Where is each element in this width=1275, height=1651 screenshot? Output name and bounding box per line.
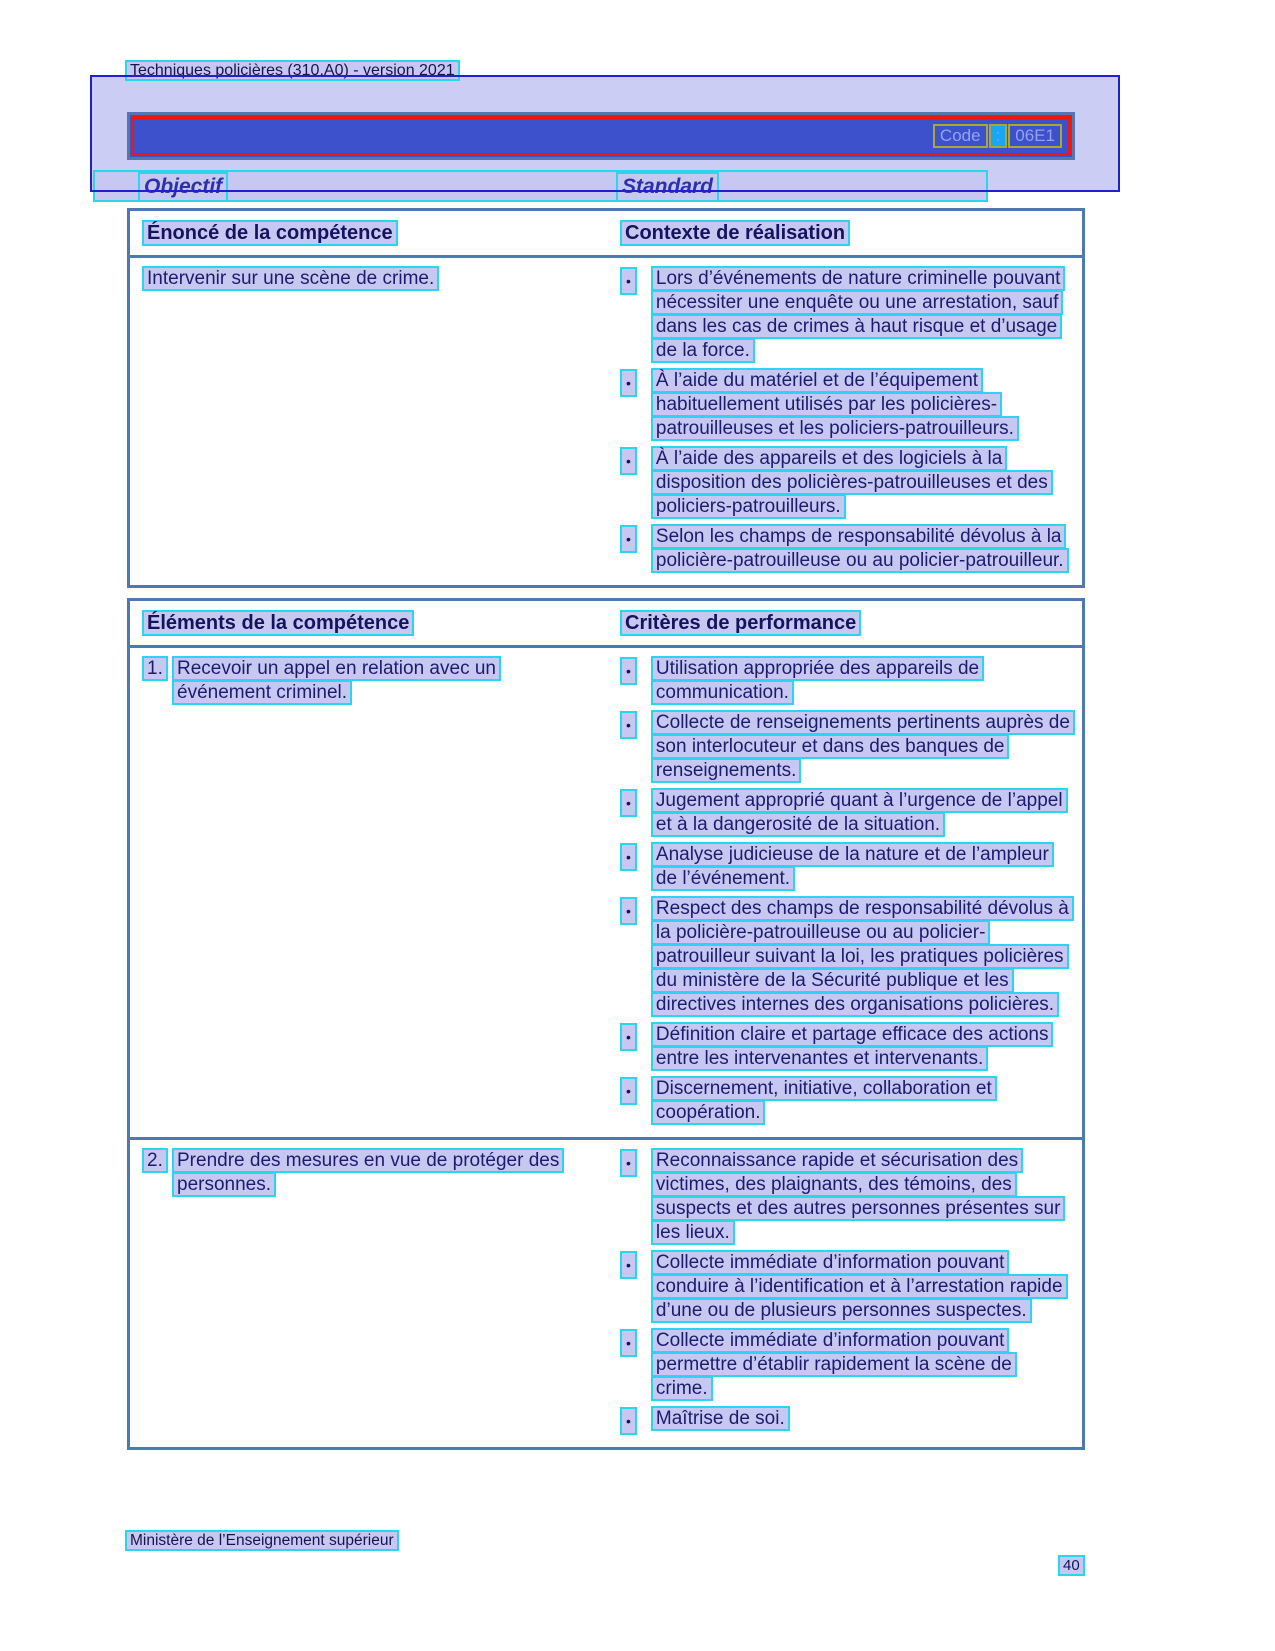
criteria-list	[620, 657, 1070, 1125]
code-value: 06E1	[1008, 124, 1062, 148]
bullet-text: Analyse judicieuse de la nature et de l’ampleur de l’événement.	[651, 843, 1070, 891]
list-item	[620, 657, 1070, 705]
bullet-icon: •	[620, 843, 637, 871]
document-content	[127, 208, 1085, 1450]
list-item	[620, 1251, 1070, 1323]
bullet-icon: •	[620, 267, 637, 295]
bullet-text: Lors d’événements de nature criminelle pouvant nécessiter une enquête ou une arrestation, sauf dans les cas de crimes à haut risque et d’usage de la force.	[651, 267, 1070, 363]
objectif-standard-band	[93, 170, 988, 202]
list-item	[620, 843, 1070, 891]
bullet-icon: •	[620, 657, 637, 685]
bullet-icon: •	[620, 447, 637, 475]
criteria-list	[620, 1149, 1070, 1435]
standard-label: Standard	[616, 172, 719, 202]
element-text: Recevoir un appel en relation avec un événement criminel.	[172, 657, 572, 705]
bullet-icon: •	[620, 711, 637, 739]
bullet-icon: •	[620, 1251, 637, 1279]
competency-statement: Intervenir sur une scène de crime.	[142, 267, 596, 291]
bullet-icon: •	[620, 1149, 637, 1177]
numbered-item	[142, 1149, 596, 1197]
code-label: Code	[933, 124, 988, 148]
table-elements-criteres	[127, 598, 1085, 1450]
bullet-text: Selon les champs de responsabilité dévolus à la policière-patrouilleuse ou au policier-patrouilleur.	[651, 525, 1070, 573]
bullet-text: Respect des champs de responsabilité dévolus à la policière-patrouilleuse ou au policier-patrouilleur suivant la loi, les pratiques policières du ministère de la Sécurité publique et les directives internes des organisations policières.	[651, 897, 1070, 1017]
criteres-header: Critères de performance	[620, 611, 1070, 635]
list-item	[620, 897, 1070, 1017]
element-text: Prendre des mesures en vue de protéger des personnes.	[172, 1149, 572, 1197]
bullet-text: Discernement, initiative, collaboration et coopération.	[651, 1077, 1070, 1125]
element-cell	[142, 1149, 620, 1435]
bullet-text: Jugement approprié quant à l’urgence de l’appel et à la dangerosité de la situation.	[651, 789, 1070, 837]
list-item	[620, 789, 1070, 837]
table1-body-row	[130, 258, 1082, 585]
bullet-icon: •	[620, 525, 637, 553]
list-item	[620, 525, 1070, 573]
list-item	[620, 1023, 1070, 1071]
bullet-icon: •	[620, 1329, 637, 1357]
bullet-icon: •	[620, 369, 637, 397]
competency-banner	[127, 112, 1075, 160]
table1-header-row	[130, 211, 1082, 258]
elements-header: Éléments de la compétence	[142, 611, 620, 635]
bullet-text: À l’aide du matériel et de l’équipement habituellement utilisés par les policières-patrouilleuses et les policiers-patrouilleurs.	[651, 369, 1070, 441]
page-title-text: Techniques policières (310.A0) - version 2021	[125, 60, 460, 81]
bullet-text: Utilisation appropriée des appareils de communication.	[651, 657, 1070, 705]
element-row	[130, 1137, 1082, 1447]
bullet-icon: •	[620, 897, 637, 925]
bullet-text: Collecte de renseignements pertinents auprès de son interlocuteur et dans des banques de renseignements.	[651, 711, 1070, 783]
enonce-header: Énoncé de la compétence	[142, 221, 620, 245]
table2-header-row	[130, 601, 1082, 648]
bullet-text: Collecte immédiate d’information pouvant permettre d’établir rapidement la scène de crime.	[651, 1329, 1070, 1401]
page-number: 40	[1058, 1557, 1085, 1574]
element-row	[130, 648, 1082, 1137]
competency-statement-cell	[142, 267, 620, 573]
bullet-text: Définition claire et partage efficace des actions entre les intervenantes et intervenants.	[651, 1023, 1070, 1071]
bullet-text: À l’aide des appareils et des logiciels à la disposition des policières-patrouilleuses et des policiers-patrouilleurs.	[651, 447, 1070, 519]
element-number: 2.	[142, 1149, 172, 1173]
list-item	[620, 1077, 1070, 1125]
code-separator: :	[989, 124, 1008, 148]
list-item	[620, 1149, 1070, 1245]
list-item	[620, 1329, 1070, 1401]
bullet-text: Reconnaissance rapide et sécurisation des victimes, des plaignants, des témoins, des suspects et des autres personnes présentes sur les lieux.	[651, 1149, 1070, 1245]
bullet-icon: •	[620, 1407, 637, 1435]
list-item	[620, 711, 1070, 783]
banner-red-annotation-box	[131, 116, 1071, 156]
element-number: 1.	[142, 657, 172, 681]
page-title	[125, 62, 460, 80]
table-enonce-contexte	[127, 208, 1085, 588]
bullet-icon: •	[620, 1023, 637, 1051]
list-item	[620, 369, 1070, 441]
objectif-label: Objectif	[138, 172, 228, 202]
bullet-icon: •	[620, 1077, 637, 1105]
element-cell	[142, 657, 620, 1125]
list-item	[620, 1407, 1070, 1435]
list-item	[620, 267, 1070, 363]
bullet-text: Maîtrise de soi.	[651, 1407, 790, 1431]
bullet-icon: •	[620, 789, 637, 817]
bullet-text: Collecte immédiate d’information pouvant conduire à l’identification et à l’arrestation rapide d’une ou de plusieurs personnes suspectes.	[651, 1251, 1070, 1323]
context-bullet-list	[620, 267, 1070, 573]
numbered-item	[142, 657, 596, 705]
contexte-header: Contexte de réalisation	[620, 221, 1070, 245]
list-item	[620, 447, 1070, 519]
footer-text: Ministère de l’Enseignement supérieur	[125, 1532, 399, 1550]
